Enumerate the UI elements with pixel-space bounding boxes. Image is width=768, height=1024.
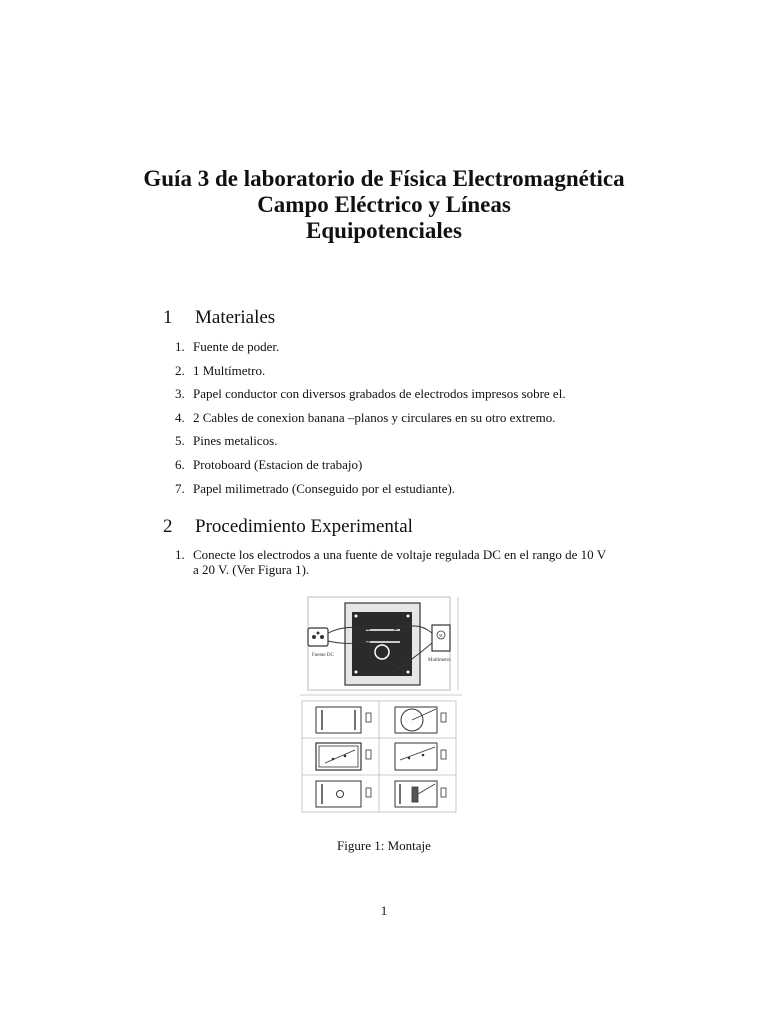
setup-figure — [300, 595, 462, 815]
section-title: Materiales — [195, 307, 276, 328]
meter-symbol: M — [439, 633, 443, 638]
title-line-1: Guía 3 de laboratorio de Física Electromagnética — [143, 166, 625, 191]
section-number: 2 — [163, 516, 173, 537]
section-heading-procedimiento — [163, 516, 413, 538]
list-item: 2. 1 Multímetro. — [175, 362, 266, 378]
meter-label: Multímetro — [428, 658, 451, 663]
section-title: Procedimiento Experimental — [195, 516, 413, 537]
title-line-3: Equipotenciales — [306, 218, 462, 243]
section-number: 1 — [163, 307, 173, 328]
source-label: Fuente DC — [312, 653, 334, 658]
figure-caption: Figure 1: Montaje — [337, 838, 431, 853]
list-item: 1. Fuente de poder. — [175, 339, 280, 354]
multimeter — [432, 625, 450, 651]
document-title — [0, 166, 768, 244]
list-item: 6. Protoboard (Estacion de trabajo) — [175, 456, 363, 472]
dc-source — [308, 628, 328, 646]
list-item: 4. 2 Cables de conexion banana –planos y circulares en su otro extremo. — [175, 409, 556, 425]
list-item: 3. Papel conductor con diversos grabados de electrodos impresos sobre el. — [175, 386, 566, 402]
list-item: 7. Papel milimetrado (Conseguido por el estudiante). — [175, 480, 456, 496]
conductive-paper — [352, 612, 412, 676]
list-item: 5. Pines metalicos. — [175, 433, 278, 449]
page-number: 1 — [380, 903, 388, 918]
title-line-2: Campo Eléctrico y Líneas — [257, 192, 511, 217]
section-heading-materiales — [163, 307, 275, 329]
materials-list — [175, 338, 566, 503]
procedure-item: 1. Conecte los electrodos a una fuente de voltaje regulada DC en el rango de 10 V a 20 V. (Ver Figura 1). — [175, 547, 606, 577]
